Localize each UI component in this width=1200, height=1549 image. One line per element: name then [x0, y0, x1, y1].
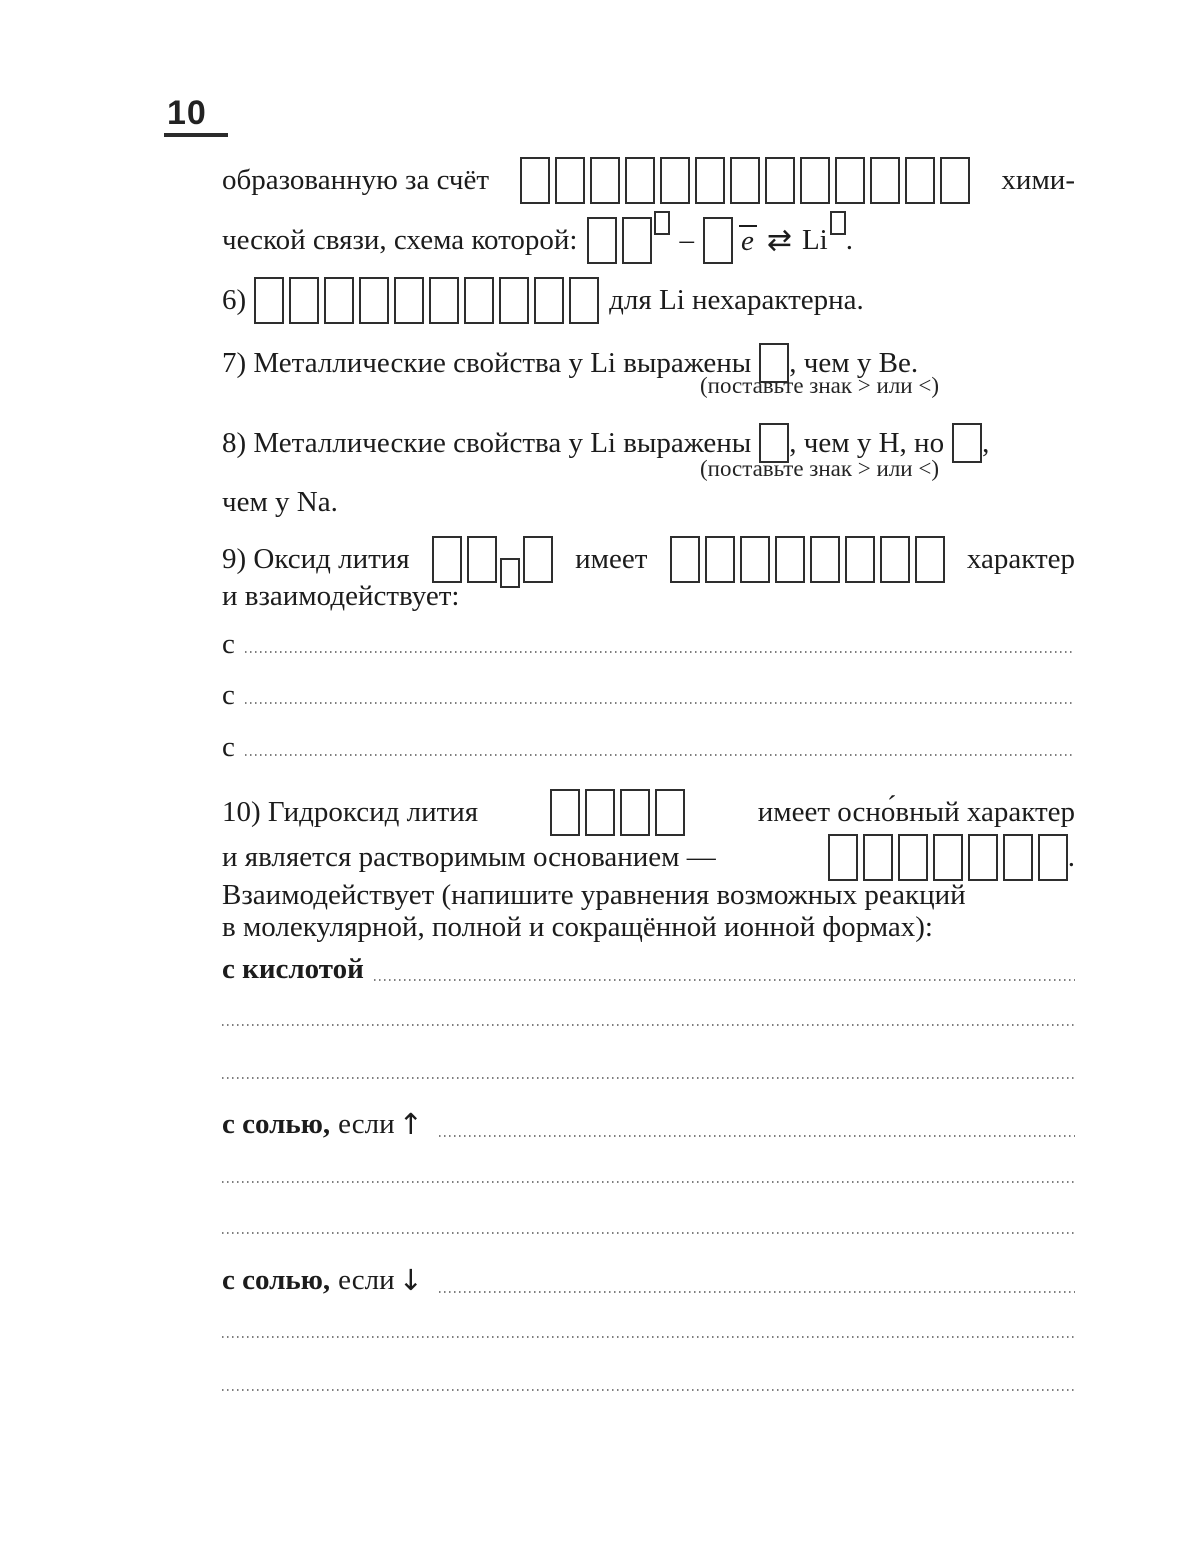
- item-10-line3: [222, 878, 1075, 912]
- item10-base-name: [828, 834, 1075, 881]
- electron-symbol: e: [739, 225, 757, 256]
- answer-cell[interactable]: [705, 536, 735, 583]
- answer-cell[interactable]: [550, 789, 580, 836]
- intro-line2-text: ческой связи, схема которой:: [222, 223, 578, 256]
- item8-text: 8) Металлические свойства у Li выражены: [222, 426, 752, 459]
- salt-up-if: если: [338, 1107, 395, 1140]
- acid-label: с кислотой: [222, 952, 364, 985]
- acid-answer-row: [222, 950, 1075, 988]
- item9-text-mid: имеет: [575, 542, 648, 575]
- item10-line3-text: Взаимодействует (напишите уравнения возможных реакций: [222, 878, 966, 911]
- item-10-line4: [222, 910, 1075, 944]
- acid-answer-line[interactable]: [374, 979, 1075, 981]
- item8-hint: (поставьте знак > или <): [700, 456, 939, 481]
- answer-cell[interactable]: [800, 157, 830, 204]
- answer-cell[interactable]: [940, 157, 970, 204]
- answer-cell[interactable]: [622, 217, 652, 264]
- formula-period: .: [845, 223, 853, 256]
- intro-line1-answer-boxes: [520, 157, 970, 204]
- item-10-line2: [222, 830, 1075, 884]
- formula-charge-sup-box[interactable]: [654, 211, 670, 235]
- answer-cell[interactable]: [880, 536, 910, 583]
- page-number-rule: [164, 133, 228, 137]
- item9-blank3-line[interactable]: [245, 754, 1075, 756]
- page-number: 10: [167, 94, 207, 132]
- item-9-line2: [222, 578, 1075, 614]
- item10-text: 10) Гидроксид лития: [222, 795, 479, 828]
- item8-text-mid: , чем у H, но: [789, 426, 945, 459]
- item6-text: для Li нехарактерна.: [609, 283, 864, 316]
- answer-cell[interactable]: [845, 536, 875, 583]
- item7-text: 7) Металлические свойства у Li выражены: [222, 346, 752, 379]
- arrow-down-icon: ↓: [398, 1263, 423, 1297]
- item9-blank1-prefix: с: [222, 627, 235, 660]
- formula-atom-boxes: [587, 217, 652, 264]
- writing-line[interactable]: [222, 1181, 1075, 1183]
- answer-cell[interactable]: [835, 157, 865, 204]
- item9-text-after: характер: [966, 542, 1075, 575]
- salt-up-answer-row: [222, 1104, 1075, 1144]
- salt-up-label: с солью,: [222, 1107, 331, 1140]
- intro-line1-tail: хими-: [1001, 163, 1075, 196]
- answer-cell[interactable]: [775, 536, 805, 583]
- formula-coefficient-box[interactable]: [703, 217, 733, 264]
- answer-cell[interactable]: [1038, 834, 1068, 881]
- item10-line2-period: .: [1067, 840, 1075, 873]
- answer-cell[interactable]: [933, 834, 963, 881]
- answer-cell[interactable]: [499, 277, 529, 324]
- item9-blank3-prefix: с: [222, 730, 235, 763]
- answer-cell[interactable]: [254, 277, 284, 324]
- answer-cell[interactable]: [587, 217, 617, 264]
- item9-blank1-line[interactable]: [245, 651, 1075, 653]
- item-8-line2: [222, 484, 1075, 520]
- item9-blank-row-1: [222, 628, 1075, 660]
- answer-cell[interactable]: [898, 834, 928, 881]
- item6-answer-boxes: [254, 277, 599, 324]
- item9-text: 9) Оксид лития: [222, 542, 410, 575]
- intro-line-2: [222, 212, 1075, 268]
- arrow-up-icon: ↑: [398, 1107, 423, 1141]
- answer-cell[interactable]: [905, 157, 935, 204]
- answer-cell[interactable]: [585, 789, 615, 836]
- item6-number: 6): [222, 283, 247, 316]
- oxide-formula-box-2[interactable]: [467, 536, 497, 583]
- element-charge-sup-box[interactable]: [830, 211, 846, 235]
- answer-cell[interactable]: [1003, 834, 1033, 881]
- intro-line1-text: образованную за счёт: [222, 163, 490, 196]
- answer-cell[interactable]: [695, 157, 725, 204]
- oxide-formula-box-1[interactable]: [432, 536, 462, 583]
- salt-down-label: с солью,: [222, 1263, 331, 1296]
- element-symbol: Li: [801, 223, 828, 256]
- item10-line4-text: в молекулярной, полной и сокращённой ионной формах):: [222, 910, 933, 943]
- oxide-formula-box-3[interactable]: [523, 536, 553, 583]
- item-8: [222, 420, 1075, 466]
- answer-cell[interactable]: [534, 277, 564, 324]
- answer-cell[interactable]: [810, 536, 840, 583]
- answer-cell[interactable]: [670, 536, 700, 583]
- answer-cell[interactable]: [765, 157, 795, 204]
- item8-text-after: ,: [982, 426, 990, 459]
- answer-cell[interactable]: [655, 789, 685, 836]
- answer-cell[interactable]: [625, 157, 655, 204]
- item8-sign-box-2[interactable]: [952, 423, 982, 463]
- answer-cell[interactable]: [660, 157, 690, 204]
- oxide-formula: [432, 536, 553, 583]
- answer-cell[interactable]: [828, 834, 858, 881]
- item-6: [222, 272, 1075, 328]
- item10-formula-boxes: [550, 789, 685, 836]
- answer-cell[interactable]: [915, 536, 945, 583]
- item9-answer-boxes: [670, 536, 945, 583]
- writing-line[interactable]: [222, 1389, 1075, 1391]
- answer-cell[interactable]: [968, 834, 998, 881]
- item9-blank-row-3: [222, 731, 1075, 763]
- answer-cell[interactable]: [863, 834, 893, 881]
- salt-down-if: если: [338, 1263, 395, 1296]
- item10-answer-boxes: [828, 834, 1068, 881]
- item8-text-line2: чем у Na.: [222, 485, 338, 518]
- intro-line-1: [222, 152, 1075, 208]
- answer-cell[interactable]: [520, 157, 550, 204]
- item9-text-line2: и взаимодействует:: [222, 579, 460, 612]
- item7-text-after: , чем у Be.: [789, 346, 919, 379]
- answer-cell[interactable]: [289, 277, 319, 324]
- answer-cell[interactable]: [324, 277, 354, 324]
- item9-blank-row-2: [222, 679, 1075, 711]
- writing-line[interactable]: [222, 1232, 1075, 1234]
- item9-blank2-line[interactable]: [245, 702, 1075, 704]
- minus-sign: –: [679, 223, 694, 256]
- salt-down-answer-line[interactable]: [439, 1291, 1075, 1293]
- writing-line[interactable]: [222, 1077, 1075, 1079]
- item7-hint: (поставьте знак > или <): [700, 373, 939, 398]
- item10-text-after: имеет осно́вный характер: [757, 795, 1075, 828]
- item10-line2-text: и является растворимым основанием —: [222, 840, 716, 873]
- answer-cell[interactable]: [464, 277, 494, 324]
- writing-line[interactable]: [222, 1336, 1075, 1338]
- answer-cell[interactable]: [569, 277, 599, 324]
- answer-cell[interactable]: [620, 789, 650, 836]
- answer-cell[interactable]: [555, 157, 585, 204]
- salt-down-answer-row: [222, 1260, 1075, 1300]
- answer-cell[interactable]: [359, 277, 389, 324]
- answer-cell[interactable]: [429, 277, 459, 324]
- answer-cell[interactable]: [394, 277, 424, 324]
- item-7: [222, 340, 1075, 386]
- salt-up-answer-line[interactable]: [439, 1135, 1075, 1137]
- electron-scheme-formula: [587, 217, 853, 264]
- answer-cell[interactable]: [740, 536, 770, 583]
- item9-blank2-prefix: с: [222, 678, 235, 711]
- answer-cell[interactable]: [590, 157, 620, 204]
- answer-cell[interactable]: [870, 157, 900, 204]
- answer-cell[interactable]: [730, 157, 760, 204]
- equilibrium-arrows-icon: ⇄: [766, 222, 792, 258]
- writing-line[interactable]: [222, 1024, 1075, 1026]
